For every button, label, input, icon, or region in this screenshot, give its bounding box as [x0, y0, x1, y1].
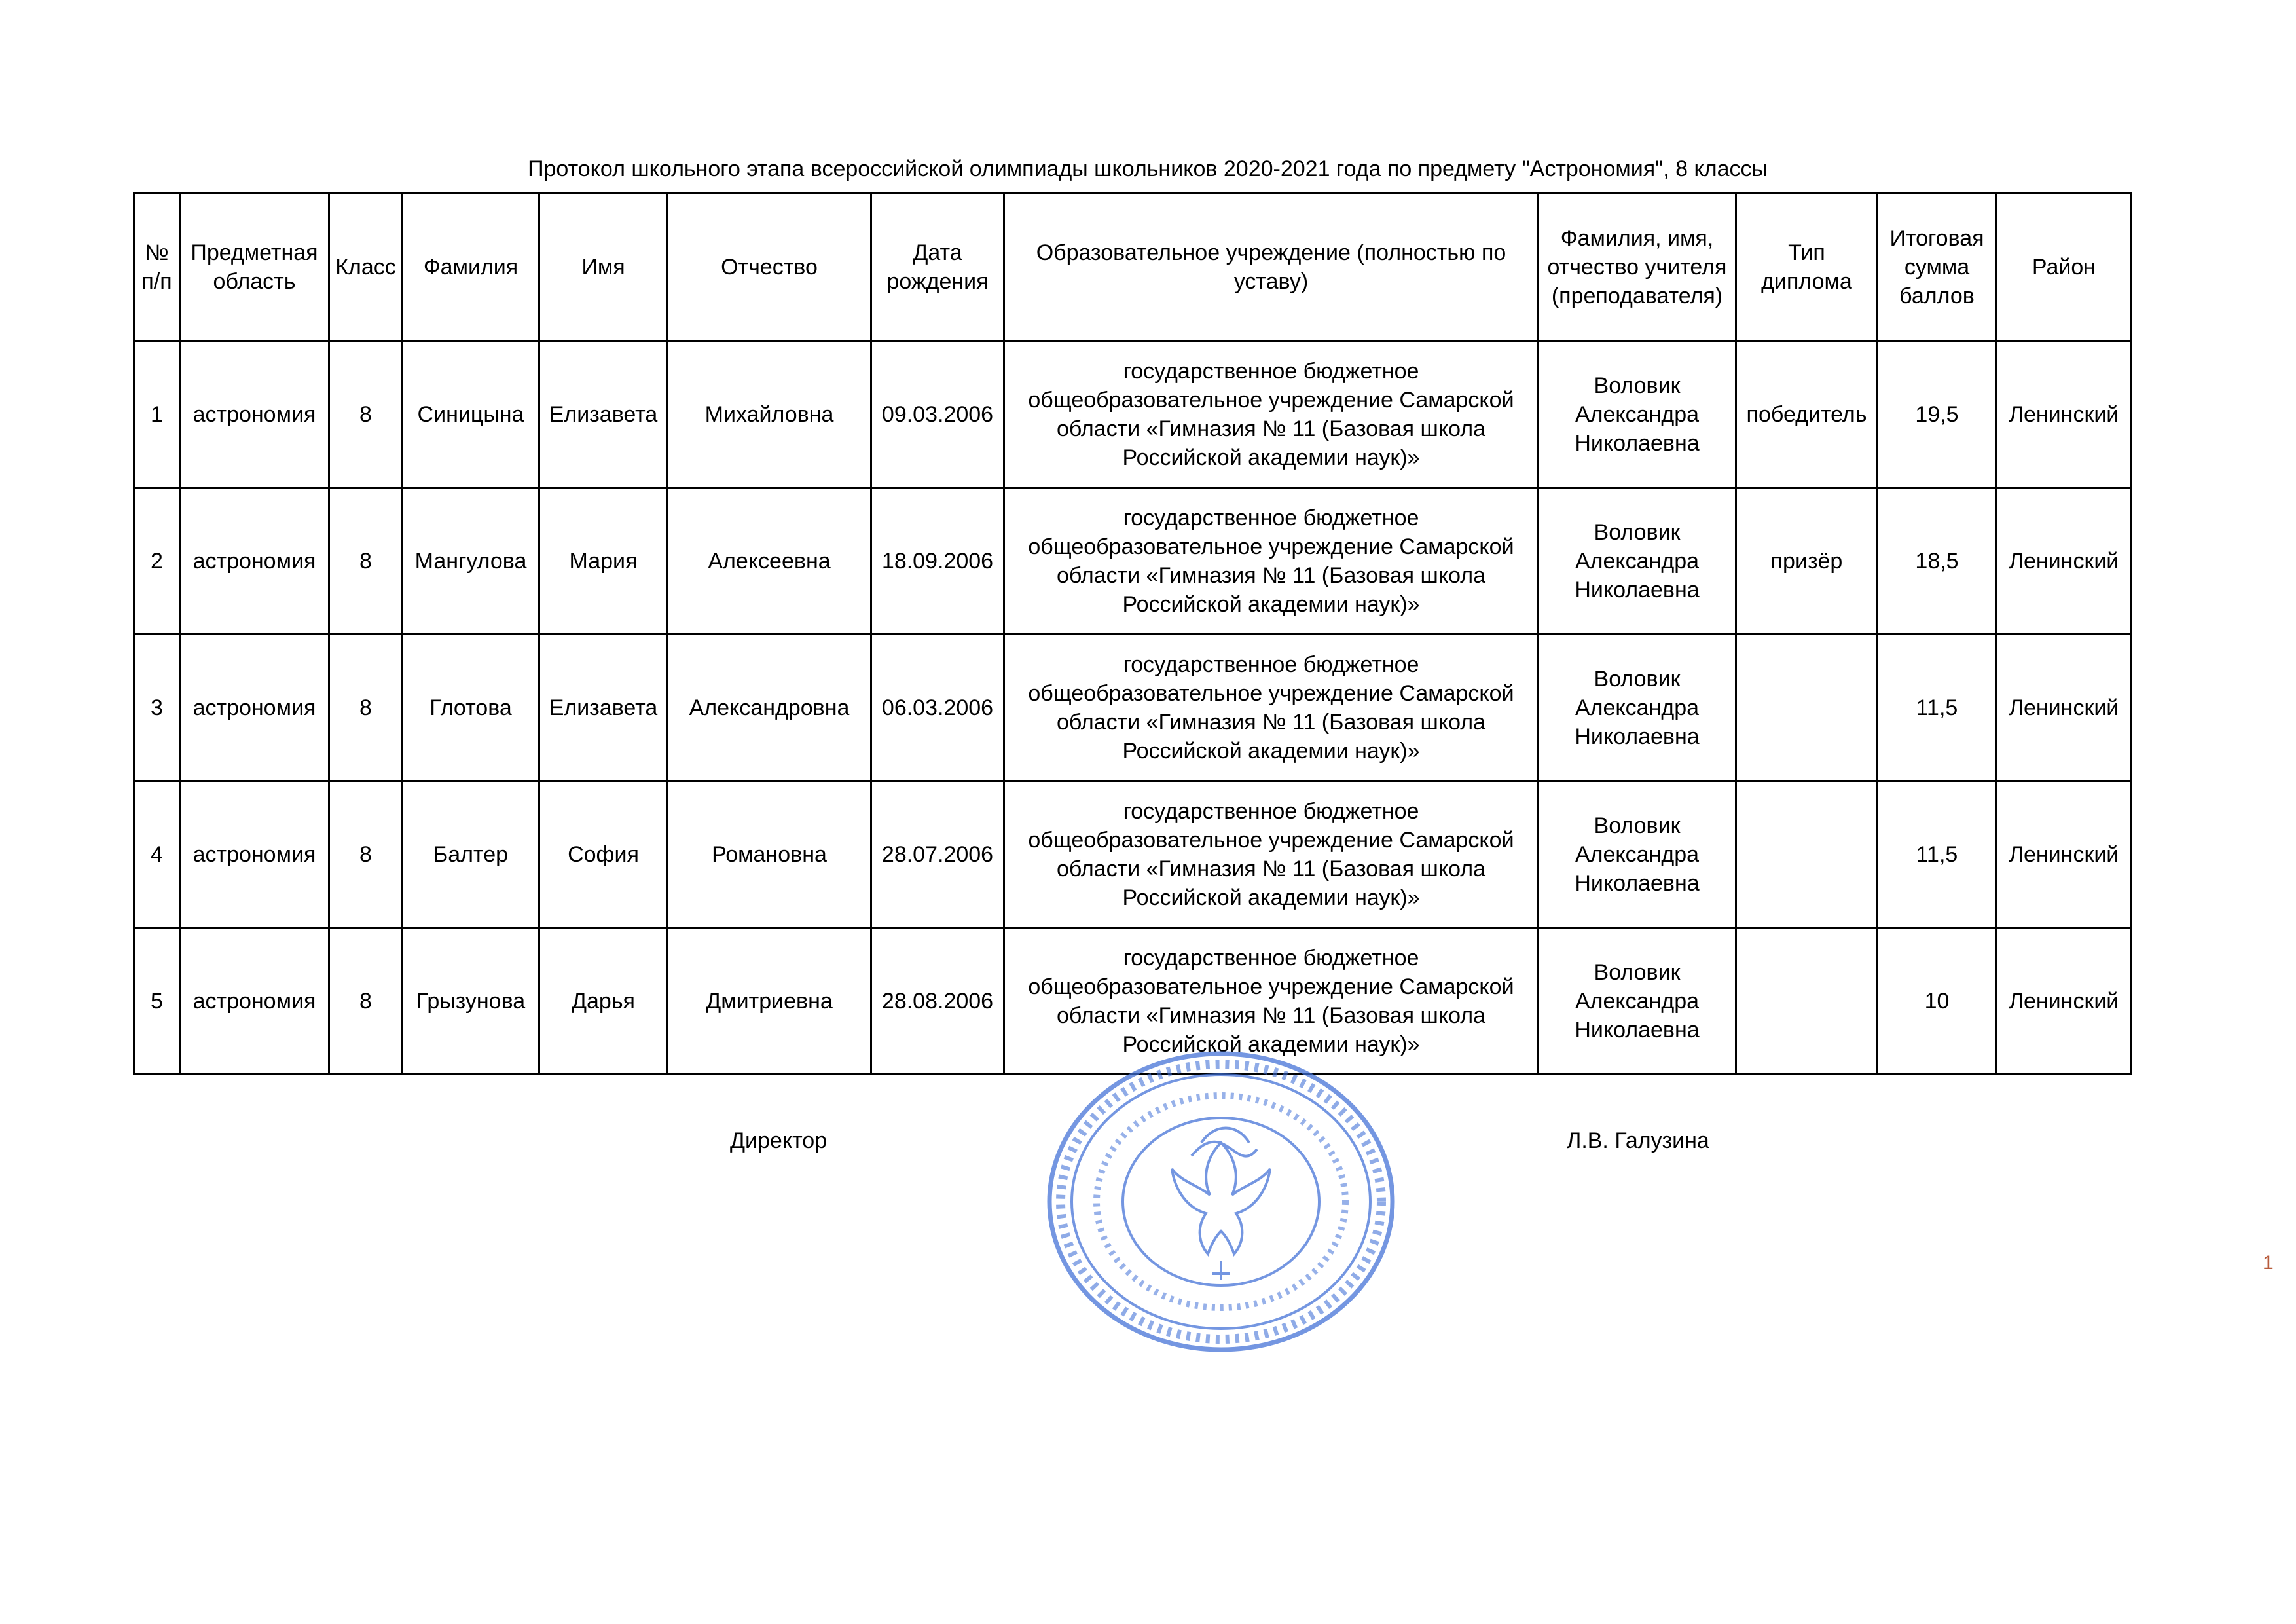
cell-diploma [1736, 781, 1878, 928]
cell-subject: астрономия [180, 488, 329, 635]
cell-diploma: победитель [1736, 341, 1878, 488]
header-patronymic: Отчество [668, 193, 871, 341]
cell-number: 2 [134, 488, 180, 635]
header-first-name: Имя [539, 193, 668, 341]
cell-district: Ленинский [1997, 635, 2132, 781]
cell-surname: Глотова [403, 635, 539, 781]
header-surname: Фамилия [403, 193, 539, 341]
cell-patronymic: Романовна [668, 781, 871, 928]
cell-first-name: Мария [539, 488, 668, 635]
cell-patronymic: Дмитриевна [668, 928, 871, 1075]
cell-school: государственное бюджетное общеобразовательное учреждение Самарской области «Гимназия № 11 (Базовая школа Российской академии наук)» [1004, 781, 1539, 928]
cell-first-name: Дарья [539, 928, 668, 1075]
cell-school: государственное бюджетное общеобразовательное учреждение Самарской области «Гимназия № 11 (Базовая школа Российской академии наук)» [1004, 635, 1539, 781]
cell-teacher: Воловик Александра Николаевна [1539, 781, 1736, 928]
cell-grade: 8 [329, 488, 403, 635]
cell-diploma [1736, 635, 1878, 781]
header-subject: Предметная область [180, 193, 329, 341]
cell-patronymic: Алексеевна [668, 488, 871, 635]
director-label: Директор [730, 1128, 828, 1153]
header-birth-date: Дата рождения [871, 193, 1004, 341]
cell-score: 19,5 [1878, 341, 1997, 488]
cell-subject: астрономия [180, 635, 329, 781]
cell-teacher: Воловик Александра Николаевна [1539, 341, 1736, 488]
cell-number: 5 [134, 928, 180, 1075]
cell-first-name: Елизавета [539, 341, 668, 488]
cell-birth-date: 18.09.2006 [871, 488, 1004, 635]
cell-surname: Мангулова [403, 488, 539, 635]
cell-school: государственное бюджетное общеобразовательное учреждение Самарской области «Гимназия № 11 (Базовая школа Российской академии наук)» [1004, 488, 1539, 635]
header-grade: Класс [329, 193, 403, 341]
results-table [133, 192, 2132, 1075]
table-row [134, 781, 2132, 928]
cell-grade: 8 [329, 781, 403, 928]
cell-birth-date: 06.03.2006 [871, 635, 1004, 781]
cell-number: 1 [134, 341, 180, 488]
cell-diploma [1736, 928, 1878, 1075]
cell-district: Ленинский [1997, 781, 2132, 928]
cell-diploma: призёр [1736, 488, 1878, 635]
table-row [134, 635, 2132, 781]
cell-first-name: София [539, 781, 668, 928]
page-mark: 1 [2263, 1252, 2274, 1274]
cell-district: Ленинский [1997, 928, 2132, 1075]
cell-birth-date: 28.07.2006 [871, 781, 1004, 928]
header-score: Итоговая сумма баллов [1878, 193, 1997, 341]
cell-school: государственное бюджетное общеобразовательное учреждение Самарской области «Гимназия № 11 (Базовая школа Российской академии наук)» [1004, 928, 1539, 1075]
official-seal-icon [1041, 1044, 1401, 1359]
table-row [134, 488, 2132, 635]
cell-score: 10 [1878, 928, 1997, 1075]
header-diploma: Тип диплома [1736, 193, 1878, 341]
cell-surname: Синицына [403, 341, 539, 488]
cell-surname: Грызунова [403, 928, 539, 1075]
header-number: № п/п [134, 193, 180, 341]
cell-subject: астрономия [180, 928, 329, 1075]
cell-teacher: Воловик Александра Николаевна [1539, 635, 1736, 781]
cell-birth-date: 09.03.2006 [871, 341, 1004, 488]
cell-subject: астрономия [180, 341, 329, 488]
cell-patronymic: Михайловна [668, 341, 871, 488]
header-school: Образовательное учреждение (полностью по уставу) [1004, 193, 1539, 341]
document-title: Протокол школьного этапа всероссийской олимпиады школьников 2020-2021 года по предмету "Астрономия", 8 классы [528, 157, 1768, 181]
header-district: Район [1997, 193, 2132, 341]
cell-score: 11,5 [1878, 635, 1997, 781]
table-header-row [134, 193, 2132, 341]
cell-birth-date: 28.08.2006 [871, 928, 1004, 1075]
cell-first-name: Елизавета [539, 635, 668, 781]
header-teacher: Фамилия, имя, отчество учителя (преподавателя) [1539, 193, 1736, 341]
cell-grade: 8 [329, 341, 403, 488]
cell-number: 3 [134, 635, 180, 781]
cell-grade: 8 [329, 635, 403, 781]
cell-patronymic: Александровна [668, 635, 871, 781]
cell-district: Ленинский [1997, 341, 2132, 488]
cell-grade: 8 [329, 928, 403, 1075]
cell-subject: астрономия [180, 781, 329, 928]
cell-teacher: Воловик Александра Николаевна [1539, 488, 1736, 635]
cell-score: 18,5 [1878, 488, 1997, 635]
cell-teacher: Воловик Александра Николаевна [1539, 928, 1736, 1075]
cell-district: Ленинский [1997, 488, 2132, 635]
table-row [134, 341, 2132, 488]
cell-score: 11,5 [1878, 781, 1997, 928]
cell-school: государственное бюджетное общеобразовательное учреждение Самарской области «Гимназия № 11 (Базовая школа Российской академии наук)» [1004, 341, 1539, 488]
director-name: Л.В. Галузина [1567, 1128, 1709, 1153]
cell-surname: Балтер [403, 781, 539, 928]
cell-number: 4 [134, 781, 180, 928]
